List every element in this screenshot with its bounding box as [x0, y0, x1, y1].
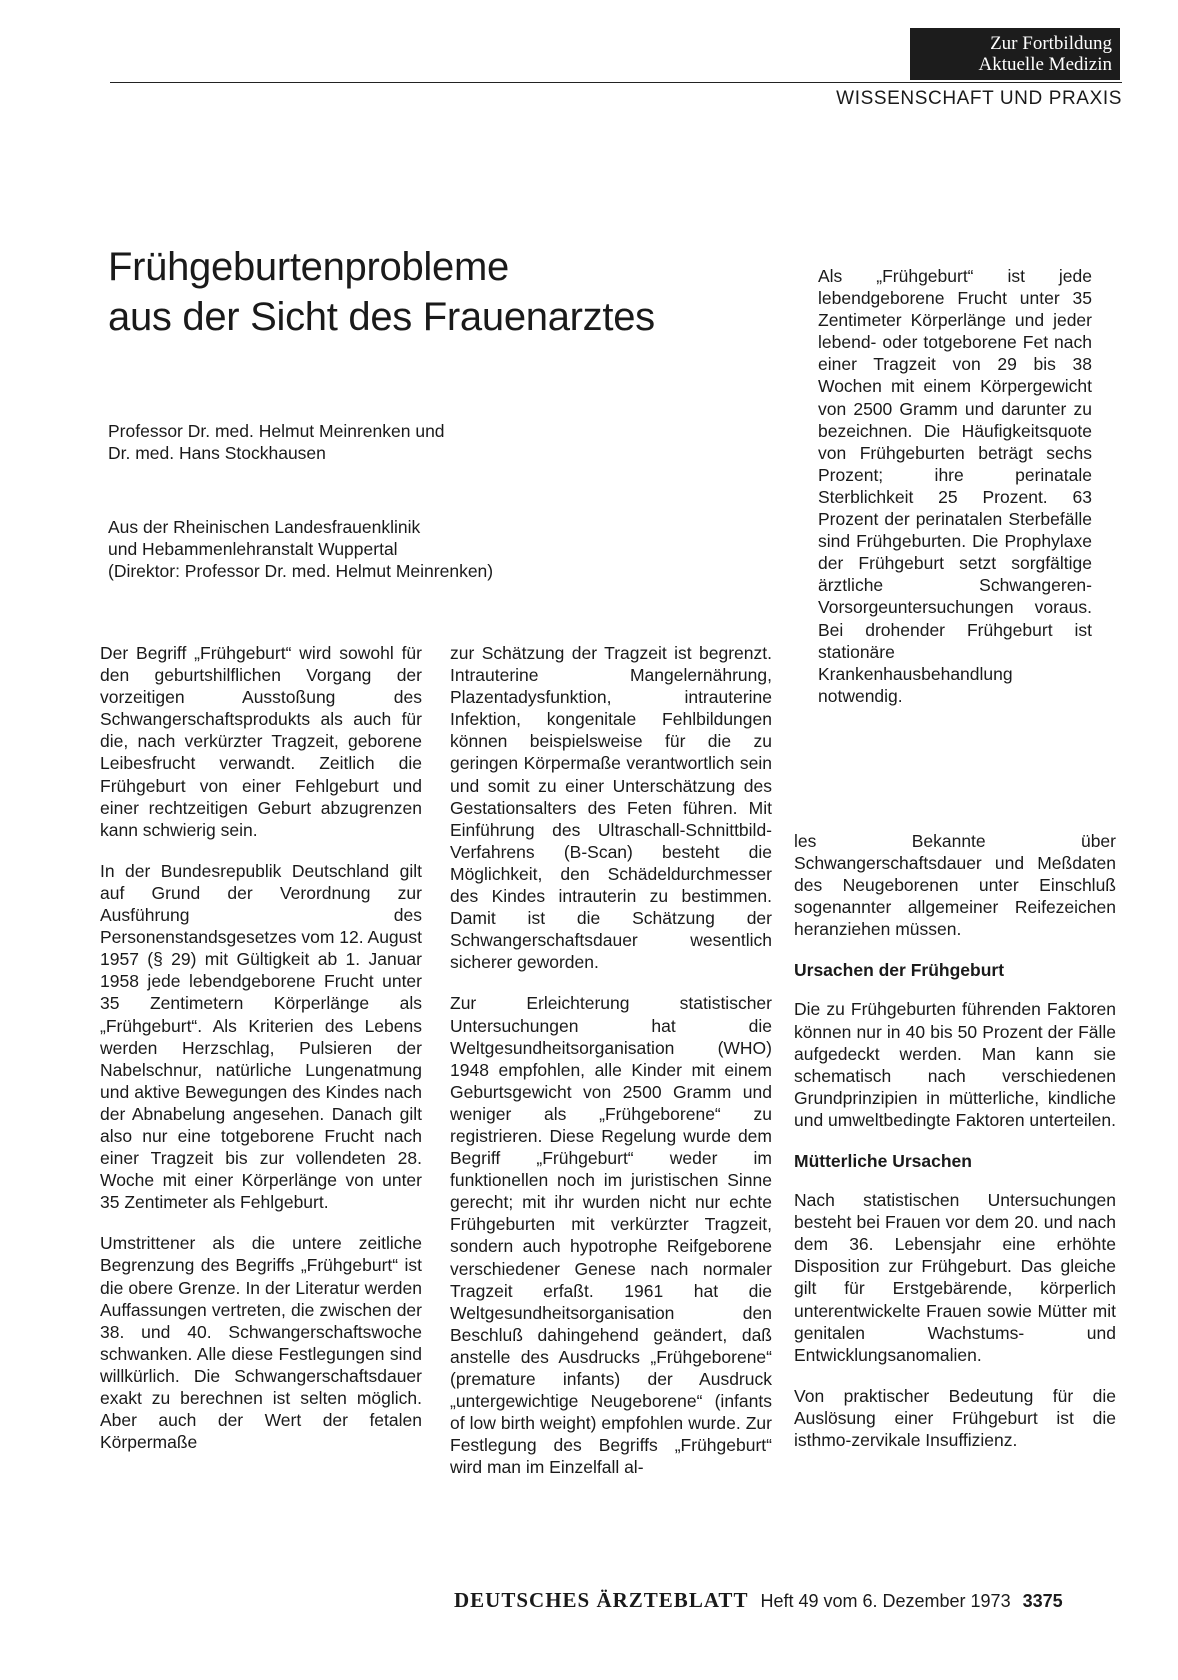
- header-rule: [110, 82, 1122, 83]
- title-line-1: Frühgeburtenprobleme: [108, 245, 509, 289]
- journal-name: DEUTSCHES ÄRZTEBLATT: [454, 1588, 749, 1612]
- authors-line-1: Professor Dr. med. Helmut Meinrenken und: [108, 421, 445, 441]
- institution-line-2: und Hebammenlehranstalt Wuppertal: [108, 539, 398, 559]
- paragraph: Von praktischer Bedeutung für die Auslösung einer Frühgeburt ist die isthmo-zervikale Insuffizienz.: [794, 1385, 1116, 1450]
- section-heading: Mütterliche Ursachen: [794, 1151, 972, 1172]
- paragraph: In der Bundesrepublik Deutschland gilt auf Grund der Verordnung zur Ausführung des Personenstandsgesetzes vom 12. August 1957 (§ 29) mit Gültigkeit ab 1. Januar 1958 jede lebendgeborene Frucht unter 35 Zentimetern Körperlänge als „Frühgeburt“. Als Kriterien des Lebens werden Herzschlag, Pulsieren der Nabelschnur, natürliche Lungenatmung und aktive Bewegungen des Kindes nach der Abnabelung angesehen. Danach gilt also nur eine totgeborene Frucht nach einer Tragzeit bis zur vollendeten 28. Woche mit einer Körperlänge von unter 35 Zentimeter als Fehlgeburt.: [100, 860, 423, 1213]
- section-label: WISSENSCHAFT UND PRAXIS: [836, 88, 1122, 109]
- tag-line-2: Aktuelle Medizin: [978, 54, 1112, 75]
- authors-line-2: Dr. med. Hans Stockhausen: [108, 443, 326, 463]
- page-number: 3375: [1022, 1591, 1063, 1611]
- column-2: [450, 642, 772, 1497]
- paragraph: les Bekannte über Schwangerschaftsdauer und Meßdaten des Neugeborenen unter Einschluß sogenannter allgemeiner Reifezeichen heranziehen müssen.: [794, 831, 1116, 940]
- tag-line-1: Zur Fortbildung: [990, 33, 1112, 54]
- issue-info: Heft 49 vom 6. Dezember 1973: [760, 1591, 1011, 1611]
- paragraph: Die zu Frühgeburten führenden Faktoren können nur in 40 bis 50 Prozent der Fälle aufgedeckt werden. Man kann sie schematisch nach verschiedenen Grundprinzipien in mütterliche, kindliche und umweltbedingte Faktoren unterteilen.: [794, 999, 1117, 1130]
- section-heading: Ursachen der Frühgeburt: [794, 960, 1005, 981]
- column-3: [794, 830, 1116, 1470]
- institution: [108, 516, 493, 582]
- page-footer: [454, 1588, 1063, 1613]
- institution-line-3: (Direktor: Professor Dr. med. Helmut Meinrenken): [108, 561, 494, 581]
- summary-text: Als „Frühgeburt“ ist jede lebendgeborene Frucht unter 35 Zentimeter Körperlänge und jeder lebend- oder totgeborene Fet nach einer Tragzeit von 29 bis 38 Wochen mit einem Körpergewicht von 2500 Gramm und darunter zu bezeichnen. Die Häufigkeitsquote von Frühgeburten beträgt sechs Prozent; ihre perinatale Sterblichkeit 25 Prozent. 63 Prozent der perinatalen Sterbefälle sind Frühgeburten. Die Prophylaxe der Frühgeburt setzt sorgfältige ärztliche Schwangeren-Vorsorgeuntersuchungen voraus. Bei drohender Frühgeburt ist stationäre Krankenhausbehandlung notwendig.: [818, 266, 1092, 706]
- column-1: [100, 642, 422, 1472]
- authors: [108, 420, 445, 464]
- paragraph: Umstrittener als die untere zeitliche Begrenzung des Begriffs „Frühgeburt“ ist die obere Grenze. In der Literatur werden Auffassungen vertreten, die zwischen der 38. und 40. Schwangerschaftswoche schwanken. Alle diese Festlegungen sind willkürlich. Die Schwangerschaftsdauer exakt zu berechnen ist selten möglich. Aber auch der Wert der fetalen Körpermaße: [100, 1233, 422, 1453]
- column-tag: [910, 28, 1120, 80]
- title-line-2: aus der Sicht des Frauenarztes: [108, 295, 655, 339]
- paragraph: zur Schätzung der Tragzeit ist begrenzt. Intrauterine Mangelernährung, Plazentadysfunktion, intrauterine Infektion, kongenitale Fehlbildungen können beispielsweise für die zu geringen Körpermaße verantwortlich sein und somit zu einer Unterschätzung des Gestationsalters des Feten führen. Mit Einführung des Ultraschall-Schnittbild-Verfahrens (B-Scan) besteht die Möglichkeit, den Schädeldurchmesser des Kindes intrauterin zu bestimmen. Damit ist die Schätzung der Schwangerschaftsdauer wesentlich sicherer geworden.: [450, 643, 772, 973]
- article-title: [108, 242, 655, 342]
- summary: [818, 265, 1092, 726]
- institution-line-1: Aus der Rheinischen Landesfrauenklinik: [108, 517, 421, 537]
- paragraph: Nach statistischen Untersuchungen besteht bei Frauen vor dem 20. und nach dem 36. Lebensjahr eine erhöhte Disposition zur Frühgeburt. Das gleiche gilt für Erstgebärende, körperlich unterentwickelte Frauen sowie Mütter mit genitalen Wachstums- und Entwicklungsanomalien.: [794, 1190, 1116, 1365]
- paragraph: Der Begriff „Frühgeburt“ wird sowohl für den geburtshilflichen Vorgang der vorzeitigen Ausstoßung des Schwangerschaftsprodukts als auch für die, nach verkürzter Tragzeit, geborene Leibesfrucht verwandt. Zeitlich die Frühgeburt von einer Fehlgeburt und einer rechtzeitigen Geburt abzugrenzen kann schwierig sein.: [100, 643, 422, 840]
- paragraph: Zur Erleichterung statistischer Untersuchungen hat die Weltgesundheitsorganisation (WHO) 1948 empfohlen, alle Kinder mit einem Geburtsgewicht von 2500 Gramm und weniger als „Frühgeborene“ zu registrieren. Diese Regelung wurde dem Begriff „Frühgeburt“ weder im funktionellen noch im juristischen Sinne gerecht; mit ihr wurden nicht nur echte Frühgeburten mit verkürzter Tragzeit, sondern auch hypotrophe Reifgeborene verschiedener Genese nach normaler Tragzeit erfaßt. 1961 hat die Weltgesundheitsorganisation den Beschluß dahingehend geändert, daß anstelle des Ausdrucks „Frühgeborene“ (premature infants) der Ausdruck „untergewichtige Neugeborene“ (infants of low birth weight) empfohlen wurde. Zur Festlegung des Begriffs „Frühgeburt“ wird man im Einzelfall al-: [450, 993, 772, 1478]
